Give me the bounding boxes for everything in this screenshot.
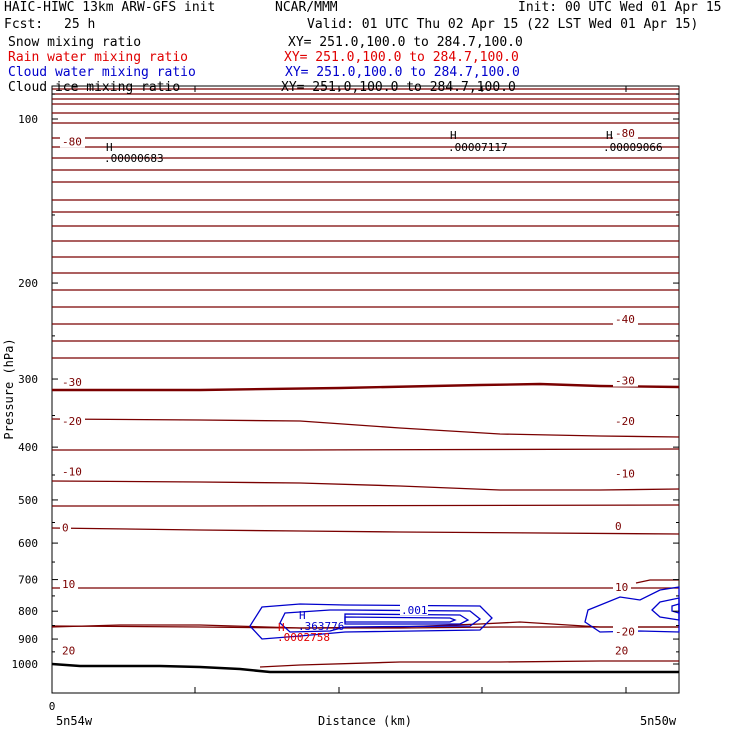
y-tick-label: 900 [18,633,38,647]
isotherm-line [52,481,679,490]
isotherm-label: -10 [62,465,82,479]
field-xy-cloud-ice: XY= 251.0,100.0 to 284.7,100.0 [281,80,516,95]
maximum-value: .363776 [298,620,345,633]
isotherm-line [52,419,679,437]
isotherm-label: -10 [615,467,635,481]
isotherm-labels [60,127,638,658]
forecast-hour: 25 h [64,17,96,32]
isotherm-line [52,528,679,534]
field-xy-snow: XY= 251.0,100.0 to 284.7,100.0 [288,35,523,50]
isotherm-lines [52,89,679,667]
terrain-line [52,664,679,672]
maximum-marker: H [299,609,306,622]
maximum-marker: H [278,621,285,634]
y-tick-label: 500 [18,493,38,507]
x-tick-label-0: 0 [48,700,56,713]
maximum-value: .00007117 [448,141,508,154]
x-axis-label: Distance (km) [318,714,412,728]
isotherm-label: 10 [62,577,76,591]
maximum-marker: H [450,129,457,142]
terrain-surface [52,664,679,672]
maximum-marker: H [106,141,113,154]
y-tick-label: 800 [18,605,38,619]
model-title: HAIC-HIWC 13km ARW-GFS init [4,0,216,15]
field-label-cloud-ice: Cloud ice mixing ratio [8,80,181,95]
maximum-value: .00009066 [603,141,663,154]
y-tick-label: 700 [18,573,38,587]
organization: NCAR/MMM [275,0,338,15]
isotherm-line [52,449,679,450]
y-tick-label: 600 [18,537,38,551]
isotherm-label: -40 [615,313,635,327]
isotherm-label: -30 [615,374,635,388]
isotherm-line [52,505,679,506]
y-tick-label: 200 [18,277,38,291]
x-left-label: 5n54w [55,714,93,728]
isotherm-label: 20 [62,644,76,658]
isotherm-label: -20 [615,625,635,639]
isotherm-line [260,661,679,667]
y-axis-label: Pressure (hPa) [2,338,16,440]
maximum-value: .0002758 [277,631,330,644]
field-label-cloud-water: Cloud water mixing ratio [8,65,196,80]
contour-label: .001 [401,604,428,617]
y-tick-label: 400 [18,441,38,455]
x-right-label: 5n50w [639,714,677,728]
isotherm-label: 10 [615,580,629,594]
valid-time: Valid: 01 UTC Thu 02 Apr 15 (22 LST Wed 01 Apr 15) [307,17,699,32]
isotherm-label: -20 [62,414,82,428]
field-xy-cloud-water: XY= 251.0,100.0 to 284.7,100.0 [285,65,520,80]
init-time: Init: 00 UTC Wed 01 Apr 15 [518,0,722,15]
isotherm-label: 0 [62,521,69,535]
field-label-rain: Rain water mixing ratio [8,50,189,65]
field-label-snow: Snow mixing ratio [8,35,142,50]
isotherm-label: -80 [62,135,82,149]
y-tick-label: 1000 [11,658,38,671]
isotherm-line [636,580,679,583]
maximum-value: .00000683 [104,152,164,165]
isotherm-label: 0 [615,519,622,533]
isotherm-label: -30 [62,376,82,390]
y-tick-label: 100 [18,113,38,126]
field-xy-rain: XY= 251.0,100.0 to 284.7,100.0 [284,50,519,65]
isotherm-label: 20 [615,644,629,658]
maximum-marker: H [606,129,613,142]
forecast-label: Fcst: [4,17,44,32]
isotherm-label: -80 [615,126,635,140]
y-axis [12,94,680,671]
freezing-level-line [52,384,679,390]
y-tick-label: 300 [18,373,38,387]
isotherm-label: -20 [615,414,635,428]
cloud-water-contour [345,617,455,622]
cloud-water-contour [652,598,679,620]
